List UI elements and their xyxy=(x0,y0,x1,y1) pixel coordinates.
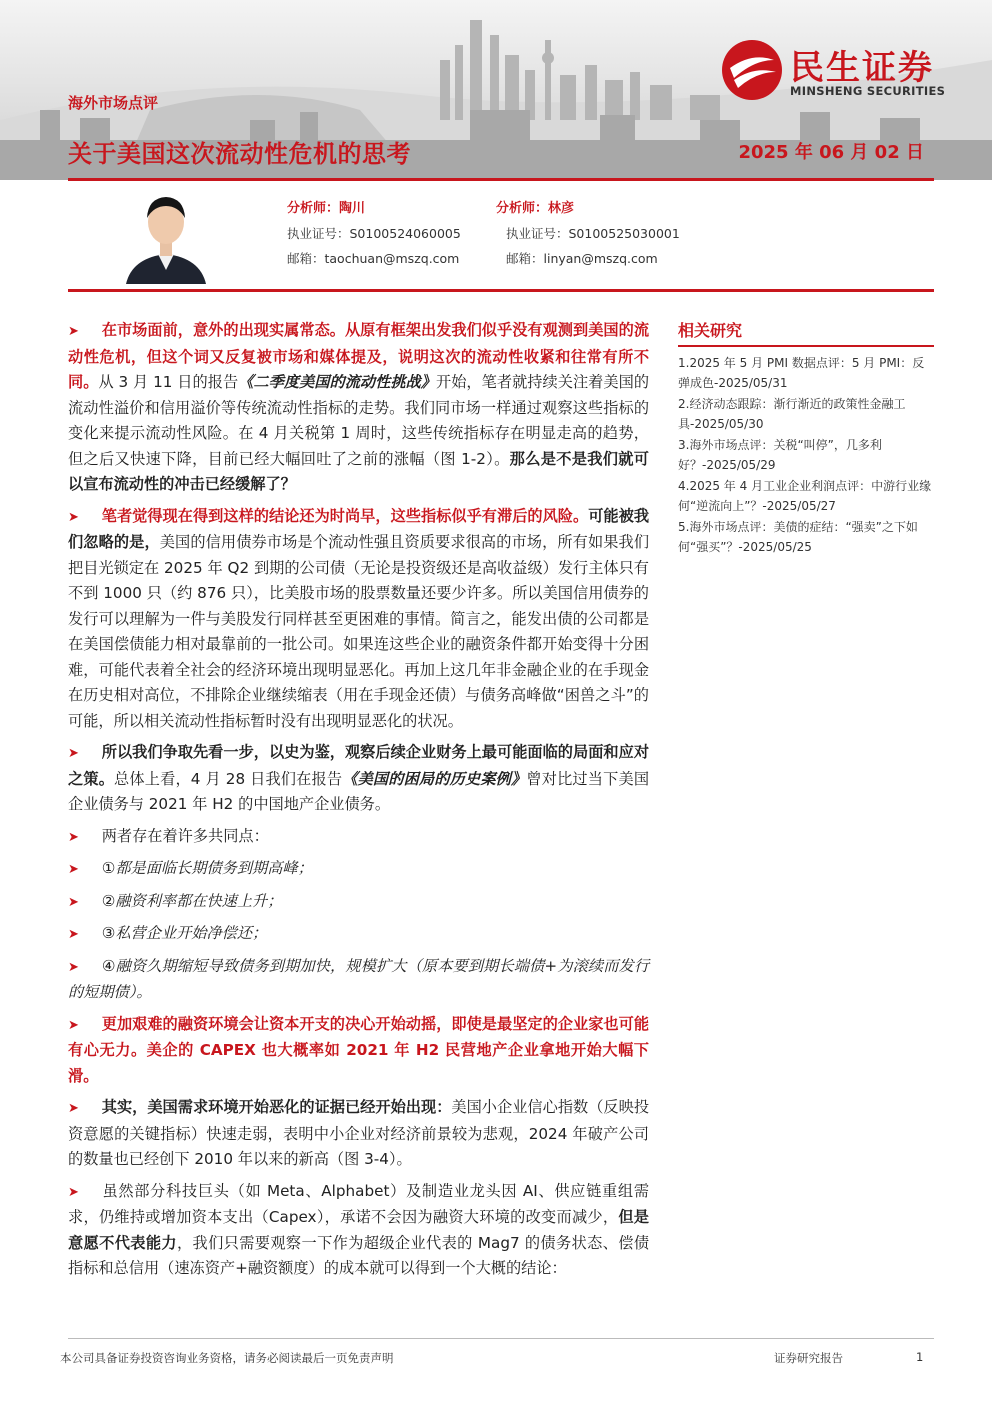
list-item-text: ③私营企业开始净偿还； xyxy=(101,924,268,942)
paragraph xyxy=(68,504,649,735)
logo-text-cn: 民生证券 xyxy=(790,48,934,88)
paragraph-text: 总体上看，4 月 28 日我们在报告 xyxy=(114,769,343,788)
paragraph-text: 开始，笔者就持续关注着美国的流动性溢价和信用溢价等传统流动性指标的走势。我们同市场一样通过观察这些指标的变化来提示流动性风险。在 4 月关税第 1 周时，这些传统指标存在明显走高的趋势，但之后又快速下降，目前已经大幅回吐了之前的涨幅（图 1-2）。 xyxy=(68,373,650,468)
related-research-sidebar xyxy=(678,318,934,558)
list-item xyxy=(68,954,649,1006)
paragraph-text: 美国小企业信心指数（反映投资意愿的关键指标）快速走弱，表明中小企业对经济前景较为悲观，2024 年破产公司的数量也已经创下 2010 年以来的新高（图 3-4）。 xyxy=(68,1098,650,1168)
key-point: 更加艰难的融资环境会让资本开支的决心开始动摇，即使是最坚定的企业家也可能有心无力。美企的 CAPEX 也大概率如 2021 年 H2 民营地产企业拿地开始大幅下滑。 xyxy=(68,1014,650,1085)
report-date: 2025 年 06 月 02 日 xyxy=(738,142,924,163)
list-item xyxy=(68,856,649,883)
analyst-email: 邮箱：taochuan@mszq.com xyxy=(287,251,460,266)
bullet-arrow-icon: ➤ xyxy=(68,1101,79,1116)
bullet-arrow-icon: ➤ xyxy=(68,927,79,942)
related-report-link[interactable]: 3.海外市场点评：关税“叫停”，几多利好？-2025/05/29 xyxy=(678,438,882,472)
key-question: 那么是不是我们就可以宣布流动性的冲击已经缓解了？ xyxy=(68,449,649,493)
bullet-arrow-icon: ➤ xyxy=(68,959,79,975)
analyst-block-1 xyxy=(287,196,461,271)
bullet-arrow-icon: ➤ xyxy=(68,894,79,910)
minsheng-logo-icon xyxy=(720,38,784,102)
key-point: 其实，美国需求环境开始恶化的证据已经开始出现： xyxy=(101,1098,452,1116)
sidebar-title: 相关研究 xyxy=(678,321,743,340)
analyst-cert: 执业证号：S0100525030001 xyxy=(506,226,680,241)
bullet-arrow-icon: ➤ xyxy=(68,746,79,761)
analyst-divider xyxy=(68,289,934,292)
bullet-arrow-icon: ➤ xyxy=(68,324,79,339)
paragraph-text: 美国的信用债券市场是个流动性强且资质要求很高的市场，所有如果我们把目光锁定在 2025 年 Q2 到期的公司债（无论是投资级还是高收益级）发行主体只有不到 1000 只（约 876 只），比美股市场的股票数量还要少许多。所以美国信用债券的发行可以理解为一件与美股发行同样甚至更困难的事情。简言之，能发出债的公司都是在美国偿债能力相对最靠前的一批公司。如果连这些企业的融资条件都开始变得十分困难，可能代表着全社会的经济环境出现明显恶化。再加上这几年非金融企业的在手现金在历史相对高位，不排除企业继续缩表（用在手现金还债）与债务高峰做“困兽之斗”的可能，所以相关流动性指标暂时没有出现明显恶化的状况。 xyxy=(68,533,650,730)
analyst-cert: 执业证号：S0100524060005 xyxy=(287,226,461,241)
related-report-link[interactable]: 5.海外市场点评：美债的症结：“强卖”之下如何“强买”？-2025/05/25 xyxy=(678,520,918,554)
list-item xyxy=(68,889,649,916)
report-reference: 《二季度美国的流动性挑战》 xyxy=(238,373,436,391)
key-point: 笔者觉得现在得到这样的结论还为时尚早，这些指标似乎有滞后的风险。 xyxy=(101,506,589,525)
paragraph-text: 曾对比过当下美国企业债务与 2021 年 H2 的中国地产企业债务。 xyxy=(68,769,650,813)
sidebar-divider xyxy=(678,345,934,347)
analyst-name: 分析师：陶川 xyxy=(287,201,366,216)
bullet-arrow-icon: ➤ xyxy=(68,1184,79,1200)
header-banner xyxy=(0,0,992,180)
paragraph-text: ，我们只需要观察一下作为超级企业代表的 Mag7 的债务状态、偿债指标和总信用（速冻资产+融资额度）的成本就可以得到一个大概的结论： xyxy=(68,1233,650,1277)
footer-disclaimer: 本公司具备证券投资咨询业务资格，请务必阅读最后一页免责声明 xyxy=(60,1351,394,1365)
brand-logo xyxy=(720,38,970,108)
paragraph xyxy=(68,1179,649,1282)
key-point: 所以我们争取先看一步，以史为鉴，观察后续企业财务上最可能面临的局面和应对之策。 xyxy=(68,743,650,788)
emphasis-text: 但是意愿不代表能力 xyxy=(68,1208,649,1252)
bullet-arrow-icon: ➤ xyxy=(68,862,79,877)
paragraph xyxy=(68,1095,649,1173)
report-body xyxy=(68,318,649,1288)
paragraph-text: 从 3 月 11 日的报告 xyxy=(98,373,239,391)
list-item xyxy=(68,921,649,948)
analyst-name: 分析师：林彦 xyxy=(496,201,575,216)
related-report-link[interactable]: 1.2025 年 5 月 PMI 数据点评：5 月 PMI：反弹成色-2025/05/31 xyxy=(678,356,925,390)
emphasis-text: 可能被我们忽略的是， xyxy=(68,506,650,551)
paragraph xyxy=(68,824,649,851)
related-report-link[interactable]: 2.经济动态跟踪：渐行渐近的政策性金融工具-2025/05/30 xyxy=(678,397,906,431)
paragraph xyxy=(68,740,649,818)
list-item-text: ①都是面临长期债务到期高峰； xyxy=(101,859,313,877)
report-title: 关于美国这次流动性危机的思考 xyxy=(68,140,411,168)
analyst-email: 邮箱：linyan@mszq.com xyxy=(506,251,658,266)
related-report-link[interactable]: 4.2025 年 4 月工业企业利润点评：中游行业缘何“逆流向上”？-2025/05/27 xyxy=(678,479,932,513)
analyst-block-2 xyxy=(496,196,680,271)
list-item-text: ②融资利率都在快速上升； xyxy=(101,891,283,910)
header-divider xyxy=(68,178,934,181)
page-number: 1 xyxy=(916,1350,924,1364)
analyst-avatar xyxy=(122,188,210,284)
key-point: 在市场面前，意外的出现实属常态。从原有框架出发我们似乎没有观测到美国的流动性危机，但这个词又反复被市场和媒体提及，说明这次的流动性收紧和往常有所不同。 xyxy=(68,321,650,391)
section-label: 海外市场点评 xyxy=(68,94,159,112)
bullet-arrow-icon: ➤ xyxy=(68,1017,79,1033)
paragraph-text: 虽然部分科技巨头（如 Meta、Alphabet）及制造业龙头因 AI、供应链重组需求，仍维持或增加资本支出（Capex），承诺不会因为融资大环境的改变而减少， xyxy=(68,1181,650,1226)
bullet-arrow-icon: ➤ xyxy=(68,509,79,525)
paragraph-text: 两者存在着许多共同点： xyxy=(101,826,269,845)
paragraph xyxy=(68,318,649,498)
footer-divider xyxy=(68,1338,934,1339)
report-reference: 《美国的困局的历史案例》 xyxy=(342,769,527,788)
bullet-arrow-icon: ➤ xyxy=(68,829,79,845)
logo-text-en: MINSHENG SECURITIES xyxy=(790,84,946,98)
footer-report-type: 证券研究报告 xyxy=(774,1351,843,1365)
paragraph xyxy=(68,1012,649,1090)
list-item-text: ④融资久期缩短导致债务到期加快，规模扩大（原本要到期长端债+为滚续而发行的短期债）。 xyxy=(68,956,650,1001)
